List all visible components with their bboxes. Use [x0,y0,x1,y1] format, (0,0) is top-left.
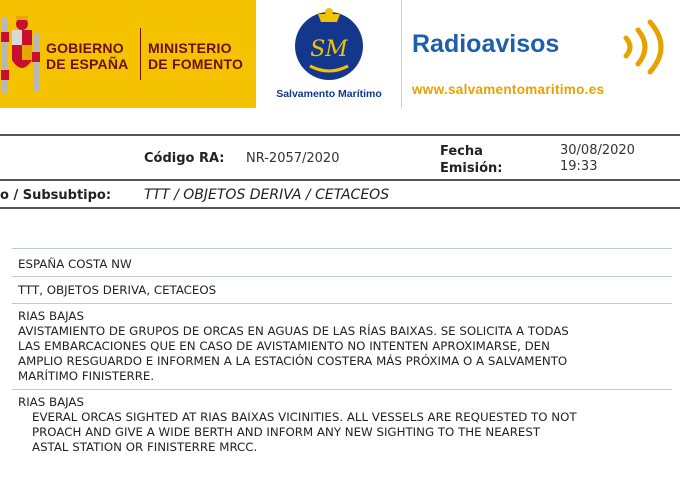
en-line: ASTAL STATION OR FINISTERRE MRCC. [32,440,258,454]
gobierno-line-2: DE ESPAÑA [46,56,129,72]
row-divider [12,276,672,277]
fecha-label-line-2: Emisión: [440,161,503,176]
fecha-emision-label [440,143,502,177]
fecha-label-line-1: Fecha [440,144,483,159]
es-line: AMPLIO RESGUARDO E INFORMEN A LA ESTACIÓN COSTERA MÁS PRÓXIMA O A SALVAMENTO [18,354,568,368]
es-line: AVISTAMIENTO DE GRUPOS DE ORCAS EN AGUAS DE LAS RÍAS BAIXAS. SE SOLICITA A TODAS [18,324,569,338]
ministerio-line-2: DE FOMENTO [148,56,244,72]
gobierno-line-1: GOBIERNO [46,40,124,56]
header-banner [0,0,680,113]
en-line: PROACH AND GIVE A WIDE BERTH AND INFORM ANY NEW SIGHTING TO THE NEAREST [32,425,541,439]
ministerio-line-1: MINISTERIO [148,40,232,56]
es-line: RIAS BAJAS [18,309,84,323]
codigo-ra-label: Código RA: [144,151,225,166]
english-notice [18,395,577,455]
gobierno-de-espana-text [46,40,128,72]
categoria-text: TTT, OBJETOS DERIVA, CETACEOS [18,283,217,297]
meta-top-divider [0,134,680,136]
gov-divider [140,28,141,80]
subtipo-label: o / Subsubtipo: [0,188,112,203]
salvamento-caption: Salvamento Marítimo [276,88,382,100]
en-line: RIAS BAJAS [18,395,84,409]
row-divider [12,303,672,304]
radio-waves-icon [622,18,670,76]
fecha-time: 19:33 [560,159,598,174]
fecha-date: 30/08/2020 [560,143,635,158]
radioavisos-title: Radioavisos [412,30,560,58]
fecha-emision-value [560,143,635,175]
spain-coat-of-arms-icon [0,12,40,100]
zona-text: ESPAÑA COSTA NW [18,257,132,271]
spanish-notice [18,309,569,384]
website-url[interactable]: www.salvamentomaritimo.es [412,82,605,97]
sm-monogram: SM [310,37,348,62]
ministerio-de-fomento-text [148,40,243,72]
row-divider [12,389,672,390]
salvamento-maritimo-logo [257,0,402,108]
gobierno-de-espana-logo [0,0,256,108]
es-line: LAS EMBARCACIONES QUE EN CASO DE AVISTAMIENTO NO INTENTEN APROXIMARSE, DEN [18,339,550,353]
meta-middle-divider [0,179,680,181]
en-line: EVERAL ORCAS SIGHTED AT RIAS BAIXAS VICINITIES. ALL VESSELS ARE REQUESTED TO NOT [32,410,577,424]
row-divider [12,248,672,249]
salvamento-maritimo-emblem-icon [292,6,366,82]
subtipo-value: TTT / OBJETOS DERIVA / CETACEOS [144,187,390,203]
meta-bottom-divider [0,207,680,209]
codigo-ra-value: NR-2057/2020 [246,151,340,166]
es-line: MARÍTIMO FINISTERRE. [18,369,155,383]
